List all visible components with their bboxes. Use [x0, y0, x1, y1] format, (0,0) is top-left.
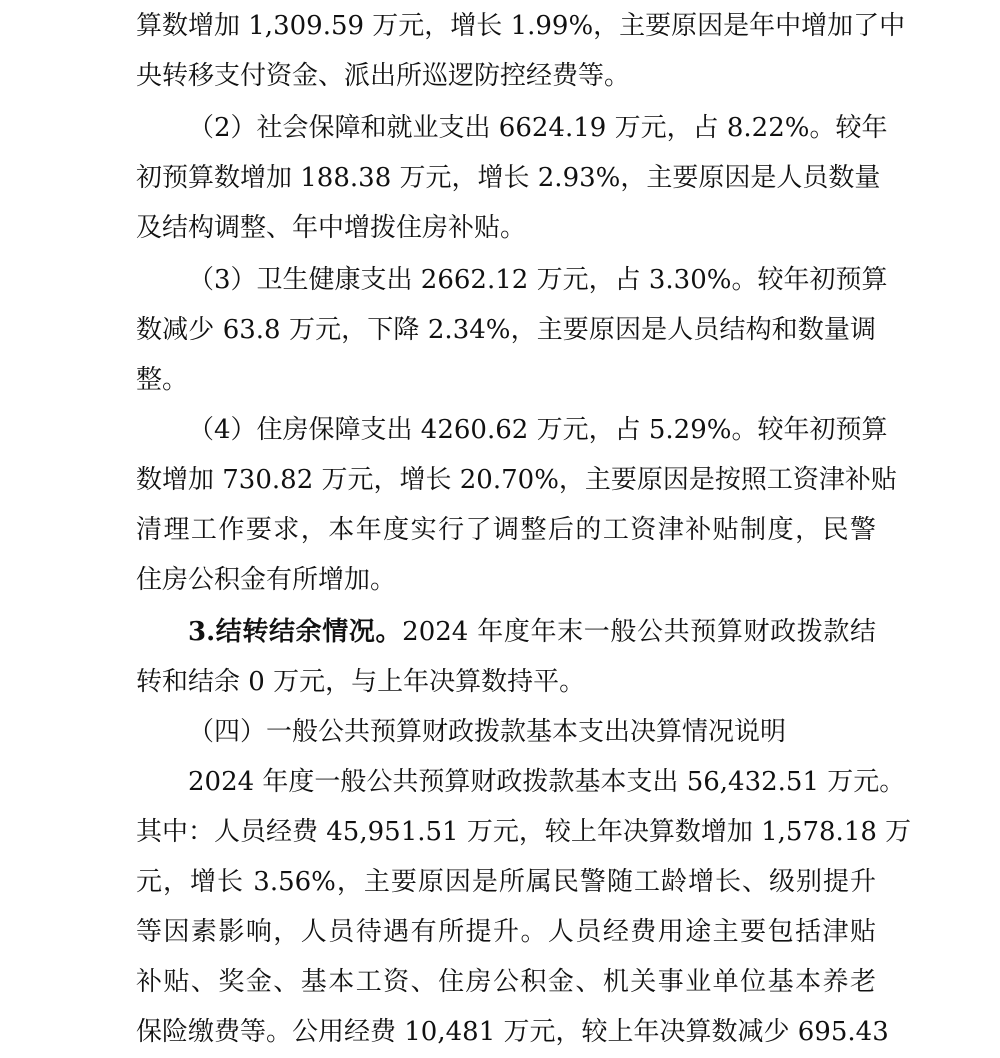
text-line-18: 元，增长 3.56%，主要原因是所属民警随工龄增长、级别提升 — [136, 867, 876, 897]
text-line-20: 补贴、奖金、基本工资、住房公积金、机关事业单位基本养老 — [136, 967, 876, 997]
text-line-6: （3）卫生健康支出 2662.12 万元，占 3.30%。较年初预算 — [188, 265, 888, 295]
text-line-5: 及结构调整、年中增拨住房补贴。 — [136, 213, 527, 243]
text-line-21: 保险缴费等。公用经费 10,481 万元，较上年决算数减少 695.43 — [136, 1017, 889, 1047]
text-line-8: 整。 — [136, 365, 189, 395]
text-line-7: 数减少 63.8 万元，下降 2.34%，主要原因是人员结构和数量调 — [136, 315, 876, 345]
text-line-14: 转和结余 0 万元，与上年决算数持平。 — [136, 667, 586, 697]
text-line-19: 等因素影响，人员待遇有所提升。人员经费用途主要包括津贴 — [136, 917, 876, 947]
section-heading-4: （四）一般公共预算财政拨款基本支出决算情况说明 — [188, 717, 787, 747]
section-3-text: 2024 年度年末一般公共预算财政拨款结 — [402, 617, 876, 647]
text-line-12: 住房公积金有所增加。 — [136, 565, 397, 595]
text-line-16: 2024 年度一般公共预算财政拨款基本支出 56,432.51 万元。 — [188, 767, 906, 797]
text-line-2: 央转移支付资金、派出所巡逻防控经费等。 — [136, 61, 631, 91]
section-3-heading: 3.结转结余情况。 — [188, 617, 403, 647]
text-line-11: 清理工作要求，本年度实行了调整后的工资津补贴制度，民警 — [136, 515, 876, 545]
text-line-4: 初预算数增加 188.38 万元，增长 2.93%，主要原因是人员数量 — [136, 163, 881, 193]
text-line-3: （2）社会保障和就业支出 6624.19 万元，占 8.22%。较年 — [188, 113, 888, 143]
section-3-line — [188, 606, 876, 658]
text-line-9: （4）住房保障支出 4260.62 万元，占 5.29%。较年初预算 — [188, 415, 888, 445]
text-line-17: 其中：人员经费 45,951.51 万元，较上年决算数增加 1,578.18 万 — [136, 817, 912, 847]
text-line-1: 算数增加 1,309.59 万元，增长 1.99%，主要原因是年中增加了中 — [136, 11, 906, 41]
text-line-10: 数增加 730.82 万元，增长 20.70%，主要原因是按照工资津补贴 — [136, 465, 897, 495]
